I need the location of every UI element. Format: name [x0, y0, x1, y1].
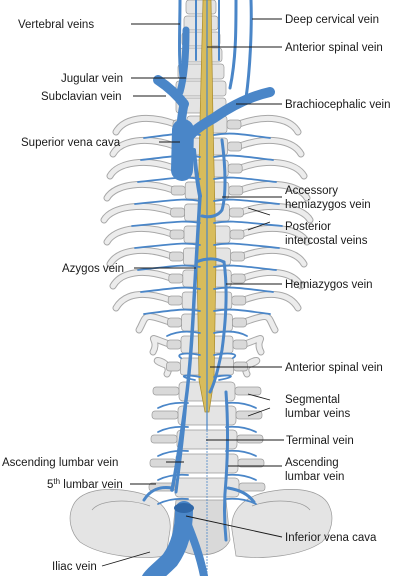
label-anterior-spinal-vein-upper: Anterior spinal vein: [285, 42, 383, 54]
label-deep-cervical-vein: Deep cervical vein: [285, 14, 379, 26]
label-vertebral-veins: Vertebral veins: [18, 19, 95, 31]
label-ascending-lumbar-left: Ascending lumbar vein: [2, 457, 119, 469]
label-fifth-lumbar-vein: 5th lumbar vein: [47, 477, 123, 491]
label-iliac-vein: Iliac vein: [52, 561, 97, 573]
label-jugular-vein: Jugular vein: [61, 73, 124, 85]
label-posterior-intercostal-1: Posterior: [285, 221, 332, 233]
pelvis: [70, 489, 332, 557]
label-ascending-lumbar-right-2: lumbar vein: [285, 471, 345, 483]
label-inferior-vena-cava: Inferior vena cava: [285, 532, 377, 544]
label-subclavian-vein: Subclavian vein: [41, 91, 122, 103]
label-segmental-lumbar-2: lumbar veins: [285, 408, 351, 420]
label-accessory-hemiazygos-2: hemiazygos vein: [285, 199, 371, 211]
label-hemiazygos-vein: Hemiazygos vein: [285, 279, 373, 291]
label-superior-vena-cava: Superior vena cava: [21, 137, 121, 149]
right-ilium: [232, 489, 332, 557]
label-segmental-lumbar-1: Segmental: [285, 394, 340, 406]
label-ascending-lumbar-right-1: Ascending: [285, 457, 339, 469]
label-posterior-intercostal-2: intercostal veins: [285, 235, 368, 247]
label-accessory-hemiazygos-1: Accessory: [285, 185, 339, 197]
label-azygos-vein: Azygos vein: [62, 263, 125, 275]
label-terminal-vein: Terminal vein: [286, 435, 354, 447]
label-brachiocephalic-vein: Brachiocephalic vein: [285, 99, 391, 111]
label-anterior-spinal-vein-lower: Anterior spinal vein: [285, 362, 383, 374]
left-ilium: [70, 489, 170, 557]
